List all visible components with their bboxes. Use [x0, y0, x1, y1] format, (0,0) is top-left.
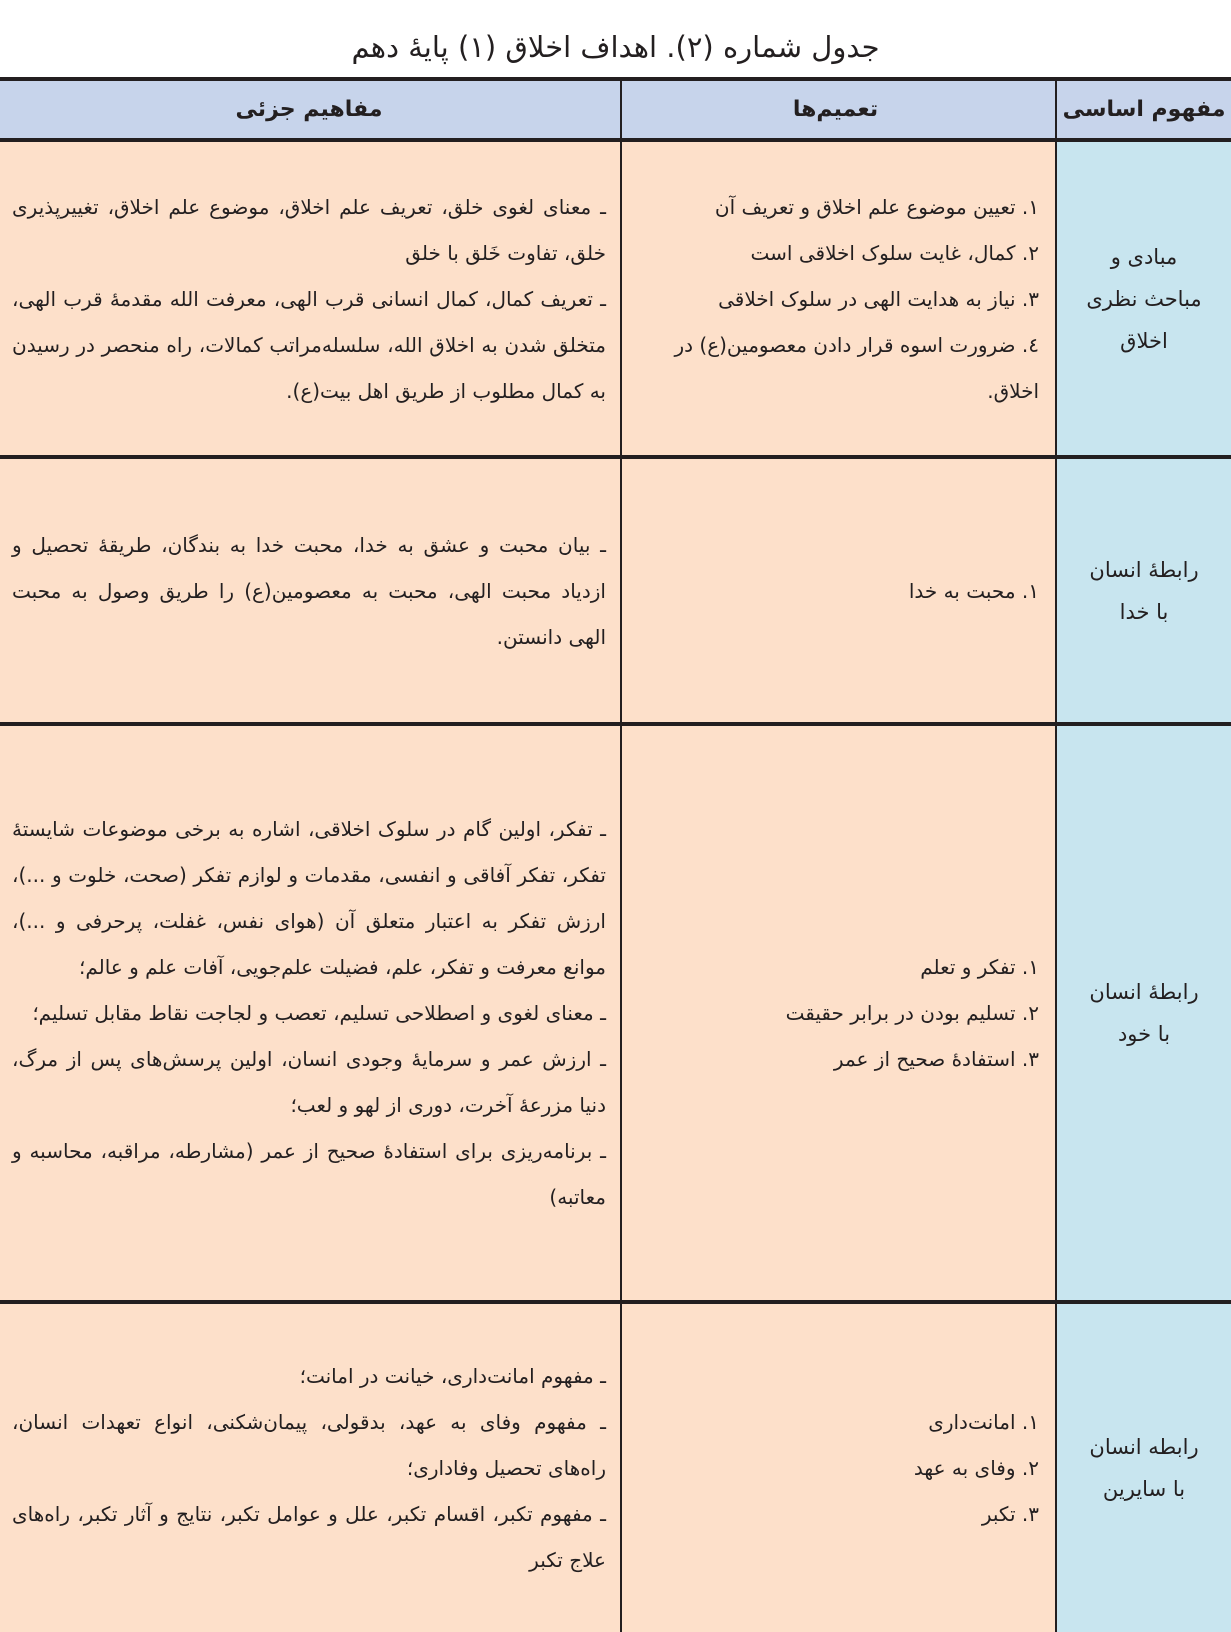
main-concept-cell: [1057, 459, 1231, 722]
generalizations-list: [632, 184, 1039, 414]
table-caption: جدول شماره (۲). اهداف اخلاق (۱) پایهٔ دهم: [351, 30, 880, 64]
header-sub-concepts: [0, 81, 620, 138]
sub-concept-item: ـ بیان محبت و عشق به خدا، محبت خدا به بندگان، طریقهٔ تحصیل و ازدیاد محبت الهی، محبت به معصومین(ع) را طریق وصول به محبت الهی دانستن.: [12, 532, 606, 649]
main-concept-text: رابطهٔ انسان با خدا: [1089, 557, 1199, 624]
sub-concepts-cell: [0, 142, 620, 455]
main-concept-cell: [1057, 726, 1231, 1300]
sub-concept-item: ـ مفهوم امانت‌داری، خیانت در امانت؛: [299, 1364, 606, 1388]
sub-concepts-cell: [0, 459, 620, 722]
sub-concept-item: ـ برنامه‌ریزی برای استفادهٔ صحیح از عمر (مشارطه، مراقبه، محاسبه و معاتبه): [12, 1139, 606, 1209]
generalizations-list: [632, 1399, 1039, 1537]
generalizations-cell: [620, 1304, 1057, 1632]
table-row: [0, 142, 1231, 459]
generalizations-cell: [620, 459, 1057, 722]
header-main-concept: [1057, 81, 1231, 138]
sub-concept-item: ـ تفکر، اولین گام در سلوک اخلاقی، اشاره به برخی موضوعات شایستهٔ تفکر، تفکر آفاقی و انفسی، مقدمات و لوازم تفکر (صحت، خلوت و ...)، ارزش تفکر به اعتبار متعلق آن (هوای نفس، غفلت، پرحرفی و ...)، موانع معرفت و تفکر، علم، فضیلت علم‌جویی، آفات علم و عالم؛: [12, 817, 606, 979]
generalization-item: ۱. تعیین موضوع علم اخلاق و تعریف آن: [714, 194, 1039, 219]
sub-concept-item: ـ تعریف کمال، کمال انسانی قرب الهی، معرفت الله مقدمهٔ قرب الهی، متخلق شدن به اخلاق الله، سلسله‌مراتب کمالات، راه منحصر در رسیدن به کمال مطلوب از طریق اهل بیت(ع).: [12, 286, 606, 403]
generalizations-cell: [620, 142, 1057, 455]
sub-concepts-cell: [0, 1304, 620, 1632]
generalization-item: ٤. ضرورت اسوه قرار دادن معصومین(ع) در اخلاق.: [674, 332, 1039, 403]
sub-concept-item: ـ مفهوم وفای به عهد، بدقولی، پیمان‌شکنی، انواع تعهدات انسان، راه‌های تحصیل وفاداری؛: [12, 1410, 606, 1480]
main-concept-text: رابطه انسان با سایرین: [1089, 1435, 1199, 1501]
header-generalizations-label: تعمیم‌ها: [792, 97, 879, 122]
table-row: [0, 726, 1231, 1304]
header-main-concept-label: مفهوم اساسی: [1062, 97, 1226, 122]
generalization-item: ۲. کمال، غایت سلوک اخلاقی است: [750, 240, 1039, 265]
main-concept-text: مبادی و مباحث نظری اخلاق: [1086, 244, 1202, 353]
generalization-item: ۱. تفکر و تعلم: [920, 955, 1039, 979]
generalizations-cell: [620, 726, 1057, 1300]
table-row: [0, 459, 1231, 726]
sub-concept-item: ـ معنای لغوی خلق، تعریف علم اخلاق، موضوع علم اخلاق، تغییرپذیری خلق، تفاوت خَلق با خلق: [12, 194, 606, 265]
header-sub-concepts-label: مفاهیم جزئی: [235, 97, 383, 122]
generalization-item: ۳. تکبر: [981, 1502, 1039, 1526]
sub-concepts-text: [12, 522, 606, 660]
header-generalizations: [620, 81, 1057, 138]
generalization-item: ۳. استفادهٔ صحیح از عمر: [833, 1047, 1039, 1071]
sub-concepts-text: [12, 1353, 606, 1583]
generalization-item: ۱. امانت‌داری: [928, 1410, 1039, 1434]
generalization-item: ۳. نیاز به هدایت الهی در سلوک اخلاقی: [718, 286, 1039, 311]
generalization-item: ۲. تسلیم بودن در برابر حقیقت: [785, 1001, 1039, 1025]
table-header-row: [0, 81, 1231, 142]
main-concept-text: رابطهٔ انسان با خود: [1089, 980, 1199, 1046]
sub-concepts-cell: [0, 726, 620, 1300]
sub-concept-item: ـ مفهوم تکبر، اقسام تکبر، علل و عوامل تکبر، نتایج و آثار تکبر، راه‌های علاج تکبر: [12, 1502, 606, 1572]
table-row: [0, 1304, 1231, 1632]
sub-concepts-text: [12, 806, 606, 1220]
main-concept-cell: [1057, 142, 1231, 455]
generalization-item: ۲. وفای به عهد: [913, 1456, 1039, 1480]
sub-concepts-text: [12, 184, 606, 414]
objectives-table: [0, 77, 1231, 1628]
sub-concept-item: ـ معنای لغوی و اصطلاحی تسلیم، تعصب و لجاجت نقاط مقابل تسلیم؛: [32, 1001, 606, 1025]
generalizations-list: [632, 944, 1039, 1082]
sub-concept-item: ـ ارزش عمر و سرمایهٔ وجودی انسان، اولین پرسش‌های پس از مرگ، دنیا مزرعهٔ آخرت، دوری از لهو و لعب؛: [12, 1047, 606, 1117]
main-concept-cell: [1057, 1304, 1231, 1632]
generalizations-list: [632, 568, 1039, 614]
generalization-item: ۱. محبت به خدا: [908, 578, 1039, 603]
